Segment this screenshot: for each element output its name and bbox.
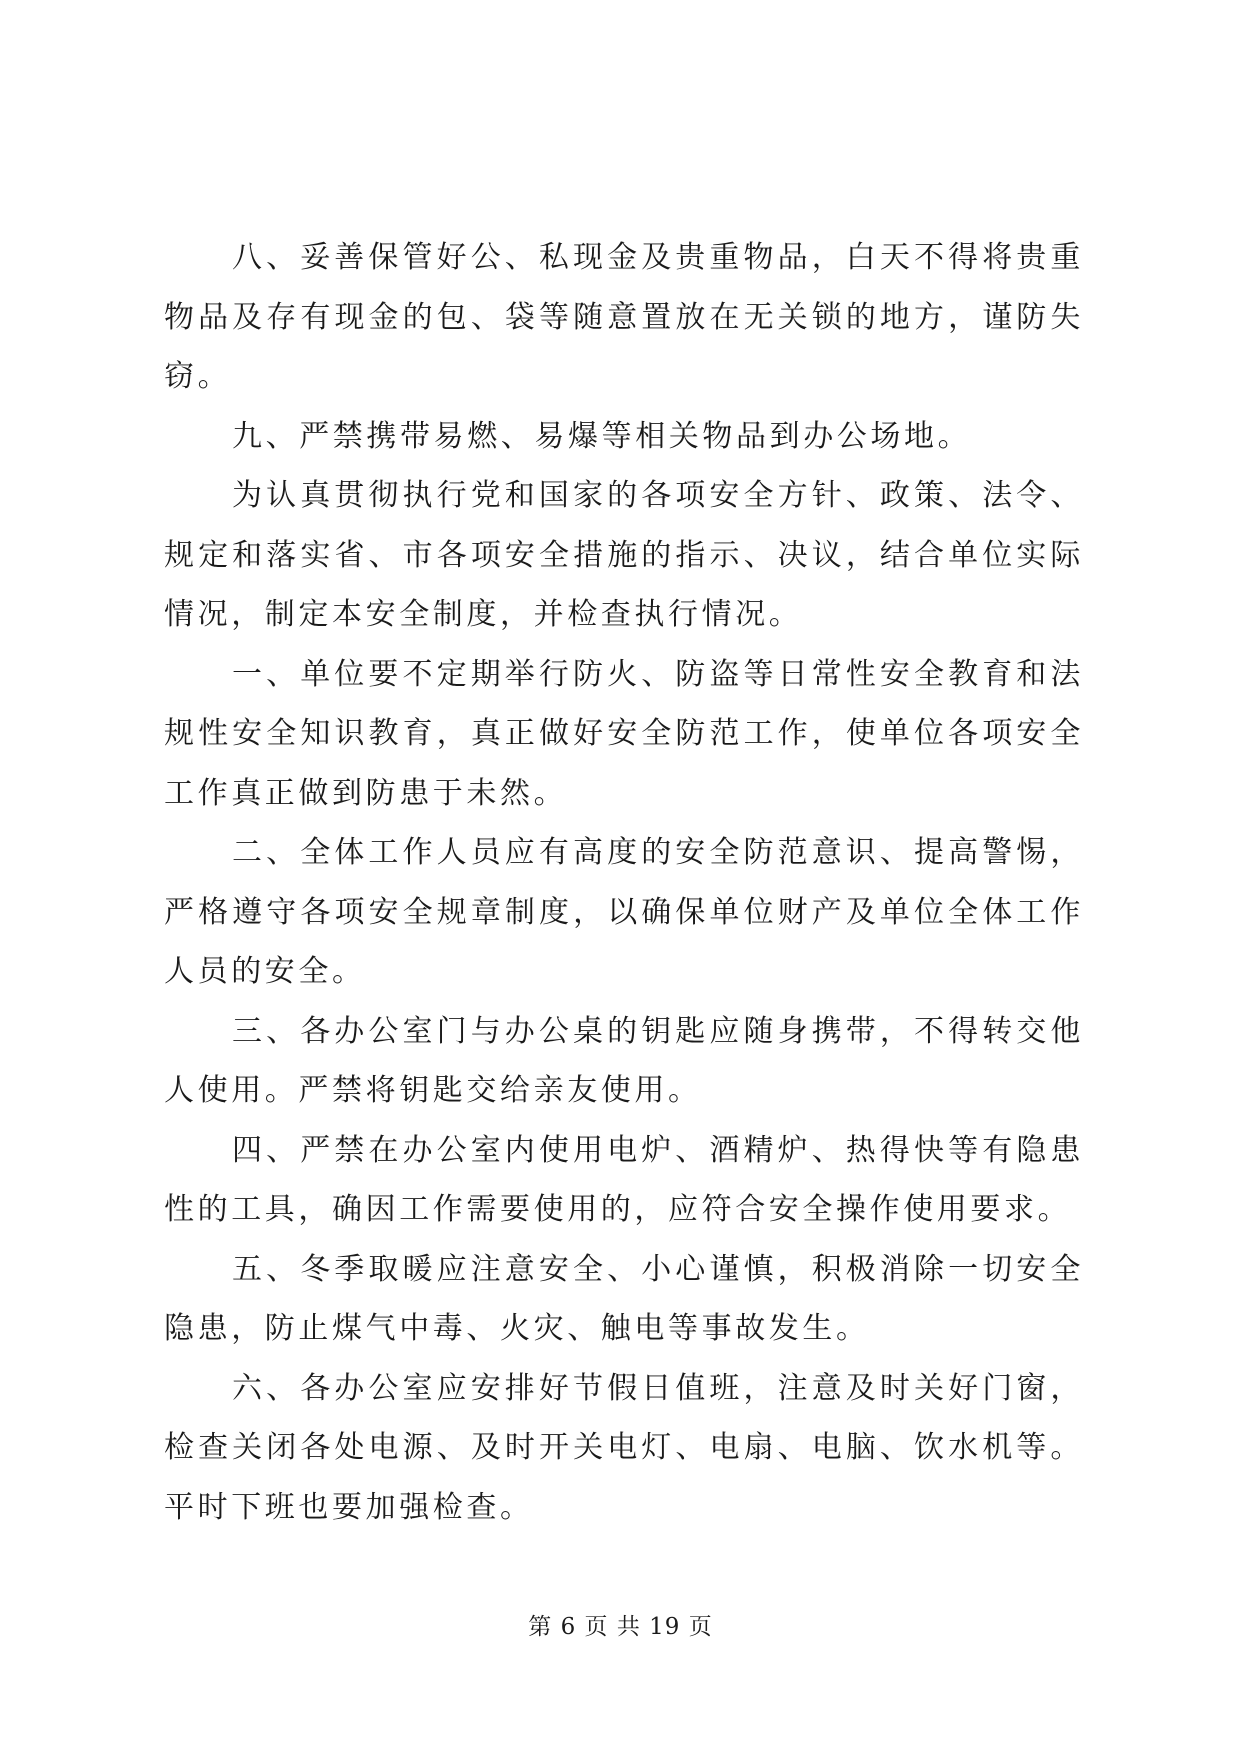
paragraph-item-2: 二、全体工作人员应有高度的安全防范意识、提高警惕，严格遵守各项安全规章制度，以确保单位财产及单位全体工作人员的安全。 (164, 835, 1084, 989)
paragraph-item-4: 四、严禁在办公室内使用电炉、酒精炉、热得快等有隐患性的工具，确因工作需要使用的，应符合安全操作使用要求。 (164, 1132, 1084, 1227)
paragraph-intro: 为认真贯彻执行党和国家的各项安全方针、政策、法令、规定和落实省、市各项安全措施的指示、决议，结合单位实际情况，制定本安全制度，并检查执行情况。 (164, 478, 1084, 632)
paragraph-item-8: 八、妥善保管好公、私现金及贵重物品，白天不得将贵重物品及存有现金的包、袋等随意置放在无关锁的地方，谨防失窃。 (164, 240, 1084, 394)
paragraph-item-5: 五、冬季取暖应注意安全、小心谨慎，积极消除一切安全隐患，防止煤气中毒、火灾、触电等事故发生。 (164, 1251, 1084, 1346)
paragraph-item-3: 三、各办公室门与办公桌的钥匙应随身携带，不得转交他人使用。严禁将钥匙交给亲友使用。 (164, 1013, 1084, 1108)
paragraph-item-1: 一、单位要不定期举行防火、防盗等日常性安全教育和法规性安全知识教育，真正做好安全防范工作，使单位各项安全工作真正做到防患于未然。 (164, 656, 1084, 811)
document-body (164, 228, 1084, 1537)
paragraph-item-9: 九、严禁携带易燃、易爆等相关物品到办公场地。 (232, 418, 972, 454)
page-footer (0, 1608, 1241, 1641)
page-number-label: 第 6 页 共 19 页 (528, 1614, 713, 1640)
paragraph-item-6: 六、各办公室应安排好节假日值班，注意及时关好门窗，检查关闭各处电源、及时开关电灯、电扇、电脑、饮水机等。平时下班也要加强检查。 (164, 1370, 1084, 1525)
